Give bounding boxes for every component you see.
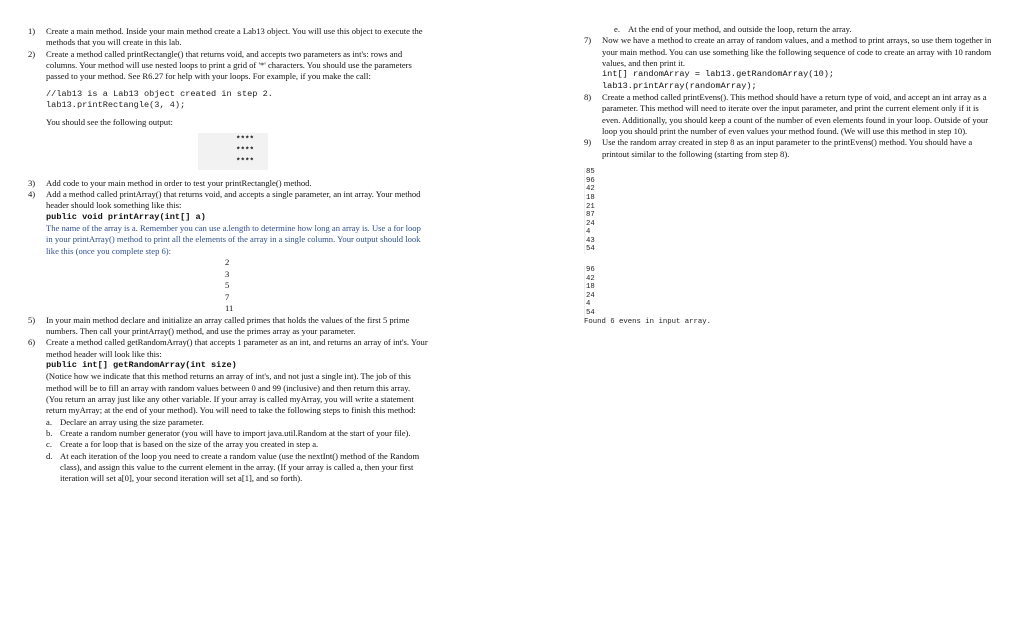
- left-column: [28, 26, 428, 485]
- stars-output: **** **** ****: [198, 133, 268, 170]
- sub-step-c: c. Create a for loop that is based on the size of the array you created in step a.: [46, 439, 319, 450]
- step-6-note: (Notice how we indicate that this method returns an array of int's, and not just a single int). The job of this method will be to fill an array with random values between 0 and 99 (inclusive) and then return this array. (You return an array just like any other variable. If your array is called myArray, you will write a statement return myArray; at the end of your method). You will need to take the following steps to finish this method:: [46, 371, 416, 416]
- found-evens-line: Found 6 evens in input array.: [584, 317, 711, 326]
- step-1: 1) Create a main method. Inside your main method create a Lab13 object. You will use this object to execute the methods that you will create in this lab.: [28, 26, 423, 48]
- console-output: [584, 168, 994, 326]
- step-6: 6) Create a method called getRandomArray() that accepts 1 parameter as an int, and returns an array of int's. Your method header will look like this:: [28, 337, 428, 359]
- step-3: 3) Add code to your main method in order to test your printRectangle() method.: [28, 177, 312, 188]
- sub-step-a: a. Declare an array using the size parameter.: [46, 416, 204, 427]
- sub-step-d: d. At each iteration of the loop you need to create a random value (use the nextInt() method of the Random class), and assign this value to the current element in the array. (If your array is called a, then your first iteration will set a[0], your second iteration will set a[1], and so forth).: [46, 450, 420, 484]
- step-8: 8) Create a method called printEvens(). This method should have a return type of void, and accept an int array as a parameter. This method will need to iterate over the input parameter, and print the current element only if it is even. Additionally, you should keep a count of the number of even elements found in your loop. Outside of your loop you should print the number of even values your method found. (We will use this method in step 10).: [584, 92, 989, 137]
- sub-step-b: b. Create a random number generator (you will have to import java.util.Random at the start of your file).: [46, 428, 411, 439]
- step-5: 5) In your main method declare and initialize an array called primes that holds the values of the first 5 prime numbers. Then call your printArray() method, and use the primes array as your parameter.: [28, 314, 410, 336]
- step-4-note: The name of the array is a. Remember you can use a.length to determine how long an array is. Use a for loop in your printArray() method to print all the elements of the array in a single column. Your output should look like this (once you complete step 6):: [46, 223, 421, 256]
- code-example-1: //lab13 is a Lab13 object created in step 2. lab13.printRectangle(3, 4);: [46, 88, 273, 111]
- step-9: 9) Use the random array created in step 8 as an input parameter to the printEvens() method. You should have a printout similar to the following (starting from step 8).: [584, 137, 973, 159]
- sub-step-e: e. At the end of your method, and outside the loop, return the array.: [614, 24, 852, 34]
- evens-output: 96 42 18 24 4 54: [584, 266, 994, 318]
- step-2: 2) Create a method called printRectangle() that returns void, and accepts two parameters as int's: rows and columns. Your method will use nested loops to print a grid of '*' characters. You should use the parameters passed to your method. See R6.27 for help with your loops. For example, if you make the call:: [28, 48, 412, 82]
- step-4: 4) Add a method called printArray() that returns void, and accepts a single parameter, an int array. Your method header should look something like this:: [28, 189, 421, 211]
- random-array-output: 85 96 42 18 21 87 24 4 43 54: [584, 168, 994, 254]
- primes-output: 2 3 5 7 11: [225, 257, 234, 314]
- right-column: [584, 24, 994, 326]
- see-output-text: You should see the following output:: [46, 117, 173, 128]
- step-7: 7) Now we have a method to create an array of random values, and a method to print arrays, so use them together in your main method. You can use something like the following sequence of code to create an array with 10 random values, and then print it.: [584, 35, 992, 69]
- code-example-7: int[] randomArray = lab13.getRandomArray(10); lab13.printArray(randomArray);: [602, 69, 835, 91]
- print-array-header: public void printArray(int[] a): [46, 211, 206, 222]
- get-random-array-header: public int[] getRandomArray(int size): [46, 360, 237, 371]
